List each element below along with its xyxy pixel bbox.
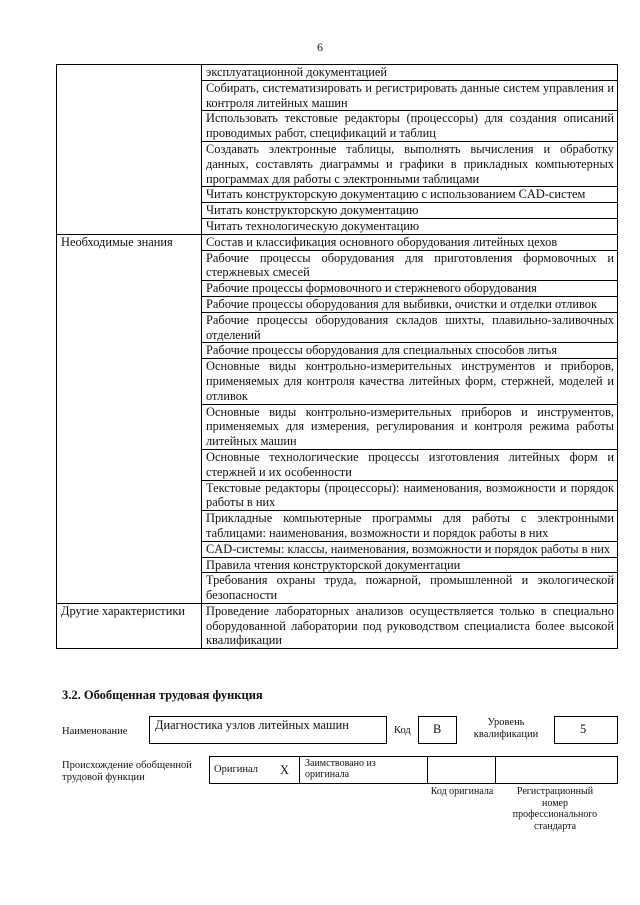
name-value: Диагностика узлов литейных машин [155,718,349,732]
level-value: 5 [580,722,587,736]
level-label: Уровень квалификации [473,717,539,740]
reg-number-label: Регистрационный номер профессионального стандарта [512,786,598,832]
name-label: Наименование [62,726,128,737]
row-cell: Использовать текстовые редакторы (процессоры) для создания описаний проводимых работ, спецификаций и таблиц [202,111,618,142]
original-label: Оригинал [214,764,258,775]
row-cell: Текстовые редакторы (процессоры): наименования, возможности и порядок работы в них [202,480,618,511]
row-cell: Рабочие процессы оборудования складов шихты, плавильно-заливочных отделений [202,312,618,343]
row-cell: Рабочие процессы оборудования для специальных способов литья [202,343,618,359]
origin-label: Происхождение обобщенной трудовой функции [62,760,192,783]
row-label: Необходимые знания [57,234,202,603]
reg-number-cell [495,756,618,784]
code-original-cell [427,756,496,784]
row-cell: Правила чтения конструкторской документации [202,557,618,573]
table-row [57,65,618,81]
row-cell: эксплуатационной документацией [202,65,618,81]
row-cell: Собирать, систематизировать и регистрировать данные систем управления и контроля литейных машин [202,80,618,111]
code-label: Код [394,725,411,736]
row-cell: Рабочие процессы формовочного и стержневого оборудования [202,281,618,297]
row-cell: Читать конструкторскую документацию [202,203,618,219]
row-cell: Основные виды контрольно-измерительных приборов и инструментов, применяемых для измерения, регулирования и контроля режима работы литейных машин [202,404,618,449]
row-cell: Читать конструкторскую документацию с использованием CAD-систем [202,187,618,203]
row-cell: Рабочие процессы оборудования для выбивки, очистки и отделки отливок [202,296,618,312]
row-cell: Создавать электронные таблицы, выполнять вычисления и обработку данных, составлять диаграммы и графики в прикладных компьютерных программах для работы с электронными таблицами [202,141,618,186]
row-cell: Рабочие процессы оборудования для приготовления формовочных и стержневых смесей [202,250,618,281]
row-cell: Основные технологические процессы изготовления литейных форм и стержней и их особенности [202,449,618,480]
row-cell: Проведение лабораторных анализов осуществляется только в специально оборудованной лаборатории под руководством специалиста более высокой квалификации [202,603,618,648]
row-label: Другие характеристики [57,603,202,648]
section-title: 3.2. Обобщенная трудовая функция [62,688,263,702]
code-original-label: Код оригинала [430,786,494,797]
page-number: 6 [317,40,323,54]
original-mark: X [280,763,289,777]
row-cell: Требования охраны труда, пожарной, промышленной и экологической безопасности [202,573,618,604]
row-cell: Состав и классификация основного оборудования литейных цехов [202,234,618,250]
row-cell: CAD-системы: классы, наименования, возможности и порядок работы в них [202,541,618,557]
code-value: B [433,722,442,736]
skills-knowledge-table [56,64,618,649]
row-cell: Основные виды контрольно-измерительных инструментов и приборов, применяемых для контроля качества литейных форм, стержней, моделей и отливок [202,359,618,404]
row-cell: Читать технологическую документацию [202,218,618,234]
borrowed-label: Заимствовано из оригинала [305,758,376,780]
table-row [57,603,618,648]
row-label [57,65,202,235]
row-cell: Прикладные компьютерные программы для работы с электронными таблицами: наименования, возможности и порядок работы в них [202,511,618,542]
table-row [57,234,618,250]
